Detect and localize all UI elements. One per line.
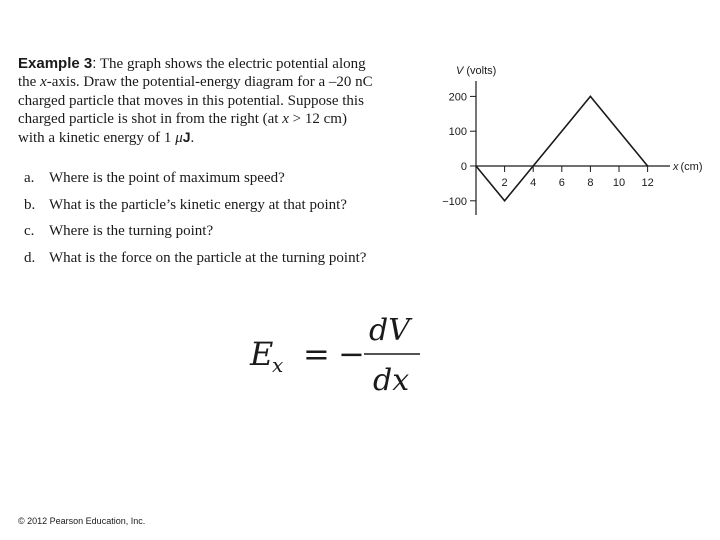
y-tick-label: −100 bbox=[442, 195, 467, 208]
question-list bbox=[24, 170, 444, 276]
problem-text: . bbox=[190, 130, 195, 147]
x-axis-unit: (cm) bbox=[680, 161, 703, 173]
question-letter: b. bbox=[24, 196, 36, 213]
x-tick-label: 6 bbox=[558, 177, 565, 189]
formula-numerator: dV bbox=[369, 313, 410, 348]
question-item bbox=[24, 250, 444, 277]
problem-text: > 12 cm) bbox=[288, 110, 347, 127]
y-tick-label: 100 bbox=[448, 126, 467, 139]
y-axis-var: V bbox=[456, 65, 464, 77]
data-point bbox=[504, 200, 506, 202]
formula-minus: − bbox=[338, 335, 365, 373]
question-text: What is the particle’s kinetic energy at that point? bbox=[49, 196, 347, 213]
y-axis-ticks bbox=[442, 91, 476, 207]
variable-x: x bbox=[40, 74, 47, 91]
question-text: Where is the point of maximum speed? bbox=[49, 170, 285, 186]
question-text: What is the force on the particle at the turning point? bbox=[49, 249, 367, 266]
formula-equals: = bbox=[303, 335, 330, 373]
x-tick-label: 2 bbox=[501, 177, 508, 189]
potential-graph bbox=[420, 55, 710, 215]
formula-subscript: x bbox=[272, 353, 284, 377]
formula-lhs: E bbox=[250, 335, 274, 373]
variable-x: x bbox=[282, 110, 289, 127]
problem-text: charged particle is shot in from the right (at bbox=[18, 110, 283, 127]
example-label-colon: : bbox=[92, 55, 97, 72]
problem-line-1 bbox=[18, 55, 438, 73]
x-tick-label: 12 bbox=[641, 177, 654, 189]
question-letter: c. bbox=[24, 223, 35, 239]
data-point bbox=[590, 96, 592, 98]
x-tick-label: 8 bbox=[587, 177, 594, 189]
problem-text: with a kinetic energy of 1 bbox=[18, 130, 176, 147]
mu-symbol: μ bbox=[175, 130, 183, 147]
data-point bbox=[647, 165, 649, 167]
question-item bbox=[24, 170, 444, 197]
y-axis-label bbox=[456, 65, 496, 77]
x-tick-label: 4 bbox=[530, 177, 537, 189]
problem-text: -axis. Draw the potential-energy diagram for a –20 nC bbox=[46, 74, 373, 91]
copyright-footer: © 2012 Pearson Education, Inc. bbox=[18, 516, 146, 526]
electric-field-formula bbox=[240, 302, 440, 397]
question-text: Where is the turning point? bbox=[49, 223, 214, 239]
problem-line-4 bbox=[18, 110, 438, 128]
question-item bbox=[24, 197, 444, 224]
x-axis-var: x bbox=[673, 161, 679, 173]
x-axis-label bbox=[672, 161, 703, 173]
problem-text: The graph shows the electric potential along bbox=[99, 56, 366, 72]
y-tick-label: 200 bbox=[448, 91, 467, 104]
problem-text: charged particle that moves in this potential. Suppose this bbox=[18, 92, 364, 109]
problem-statement bbox=[18, 55, 438, 147]
x-tick-label: 10 bbox=[612, 177, 626, 189]
unit-joule: J bbox=[182, 129, 191, 146]
question-letter: d. bbox=[24, 249, 36, 266]
problem-line-2 bbox=[18, 73, 438, 91]
question-item bbox=[24, 223, 444, 250]
question-letter: a. bbox=[24, 170, 35, 186]
example-label: Example 3 bbox=[18, 55, 93, 72]
y-axis-unit: (volts) bbox=[466, 65, 497, 77]
y-tick-label: 0 bbox=[460, 161, 467, 173]
problem-text: the bbox=[18, 74, 41, 91]
formula-denominator: dx bbox=[373, 363, 410, 397]
data-point bbox=[475, 165, 477, 167]
problem-line-5 bbox=[18, 128, 438, 147]
problem-line-3 bbox=[18, 92, 438, 110]
